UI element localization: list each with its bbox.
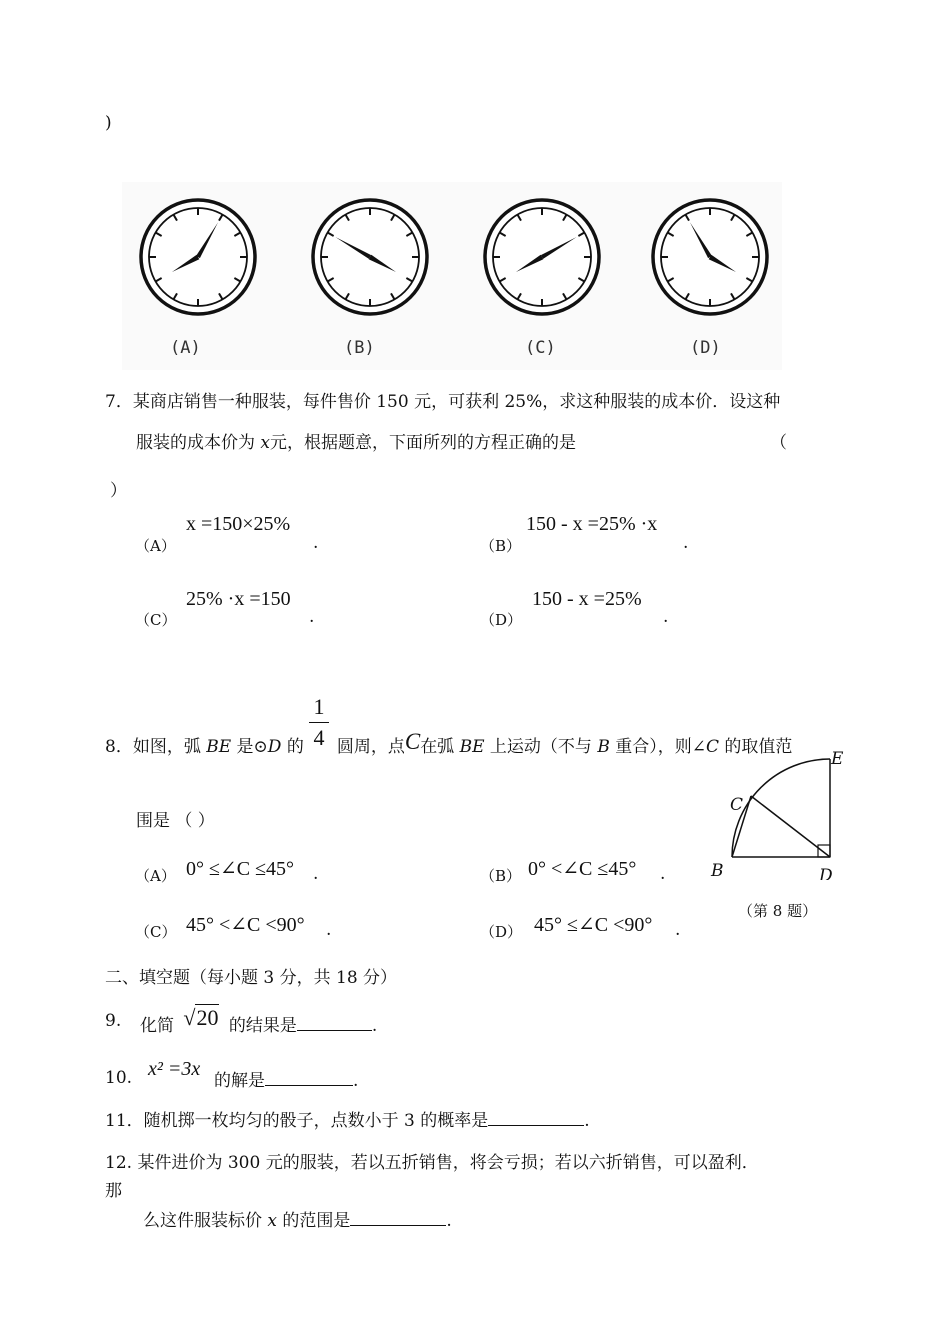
q8-option-a-end: .	[313, 864, 319, 884]
q9-number: 9.	[105, 1011, 122, 1031]
fraction-bar	[309, 722, 329, 723]
q7-paren-close: ）	[110, 481, 127, 501]
q7-option-d-formula: 150 - x =25%	[532, 588, 642, 610]
top-paren: )	[105, 113, 112, 133]
q12-answer-blank[interactable]	[350, 1211, 446, 1226]
q8-option-c-formula: 45° <∠C <90°	[186, 914, 305, 936]
q7-option-a-label: （A）	[135, 537, 176, 555]
q12-line3: 么这件服装标价 x 的范围是 .	[143, 1211, 452, 1231]
q7-option-a-formula: x =150×25%	[186, 513, 291, 535]
q12-line1: 12. 某件进价为 300 元的服装，若以五折销售，将会亏损；若以六折销售，可以盈利．	[105, 1153, 759, 1173]
label-d: D	[819, 868, 833, 880]
q7-option-b-end: .	[683, 533, 689, 553]
q8-line1: 8．如图，弧 BE 是⊙D 的 圆周，点C在弧 BE 上运动（不与 B 重合），则∠C 的取值范	[105, 729, 793, 757]
q9-line: 化简 √20 的结果是 .	[140, 1005, 378, 1036]
q10-formula: x² =3x	[148, 1058, 201, 1080]
q7-option-d-label: （D）	[480, 611, 523, 629]
clock-label-a: (A)	[170, 338, 201, 358]
label-b: B	[711, 861, 724, 881]
q12-line2: 那	[105, 1181, 122, 1201]
label-e: E	[831, 749, 844, 769]
q10-line: 的解是 .	[214, 1071, 359, 1091]
q8-option-a-formula: 0° ≤∠C ≤45°	[186, 858, 295, 880]
section2-heading: 二、填空题（每小题 3 分，共 18 分）	[105, 968, 398, 988]
fraction-denominator: 4	[313, 725, 325, 750]
q9-answer-blank[interactable]	[297, 1016, 372, 1031]
q8-option-d-label: （D）	[480, 923, 523, 941]
clock-figure	[122, 182, 782, 370]
clock-a	[141, 200, 255, 314]
q7-option-c-label: （C）	[135, 611, 177, 629]
q8-figure-caption: （第 8 题）	[738, 902, 818, 920]
fraction-numerator: 1	[313, 694, 325, 719]
q7-option-c-end: .	[309, 607, 315, 627]
q11-answer-blank[interactable]	[488, 1111, 584, 1126]
q7-line1: 7．某商店销售一种服装，每件售价 150 元，可获利 25%，求这种服装的成本价．设这种	[105, 392, 781, 412]
clock-c	[485, 200, 599, 314]
clock-label-d: (D)	[690, 338, 721, 358]
q11-line: 11．随机掷一枚均匀的骰子，点数小于 3 的概率是 .	[105, 1111, 590, 1131]
q8-option-c-end: .	[326, 920, 332, 940]
q7-option-a-end: .	[313, 533, 319, 553]
q7-option-b-formula: 150 - x =25% ·x	[526, 513, 658, 535]
q8-option-b-end: .	[660, 864, 666, 884]
clock-label-c: (C)	[525, 338, 556, 358]
q7-paren-open: （	[770, 433, 787, 453]
q7-option-d-end: .	[663, 607, 669, 627]
q8-option-d-formula: 45° ≤∠C <90°	[534, 914, 653, 936]
q8-option-d-end: .	[675, 920, 681, 940]
q8-figure	[700, 748, 850, 880]
q7-option-b-label: （B）	[480, 537, 522, 555]
label-c: C	[730, 795, 744, 815]
clock-b	[313, 200, 427, 314]
sqrt-expression: √20	[183, 1005, 219, 1030]
q7-line2: 服装的成本价为 x元，根据题意，下面所列的方程正确的是	[136, 433, 576, 453]
clock-label-b: (B)	[344, 338, 375, 358]
q8-line2: 围是 （ ）	[136, 811, 215, 831]
q7-option-c-formula: 25% ·x =150	[186, 588, 291, 610]
clock-figure-svg	[122, 182, 782, 370]
q10-answer-blank[interactable]	[265, 1071, 353, 1086]
q8-option-c-label: （C）	[135, 923, 177, 941]
q8-option-b-label: （B）	[480, 867, 522, 885]
clock-d	[653, 200, 767, 314]
q8-option-b-formula: 0° <∠C ≤45°	[528, 858, 637, 880]
q10-number: 10.	[105, 1068, 133, 1088]
q8-option-a-label: （A）	[135, 867, 176, 885]
